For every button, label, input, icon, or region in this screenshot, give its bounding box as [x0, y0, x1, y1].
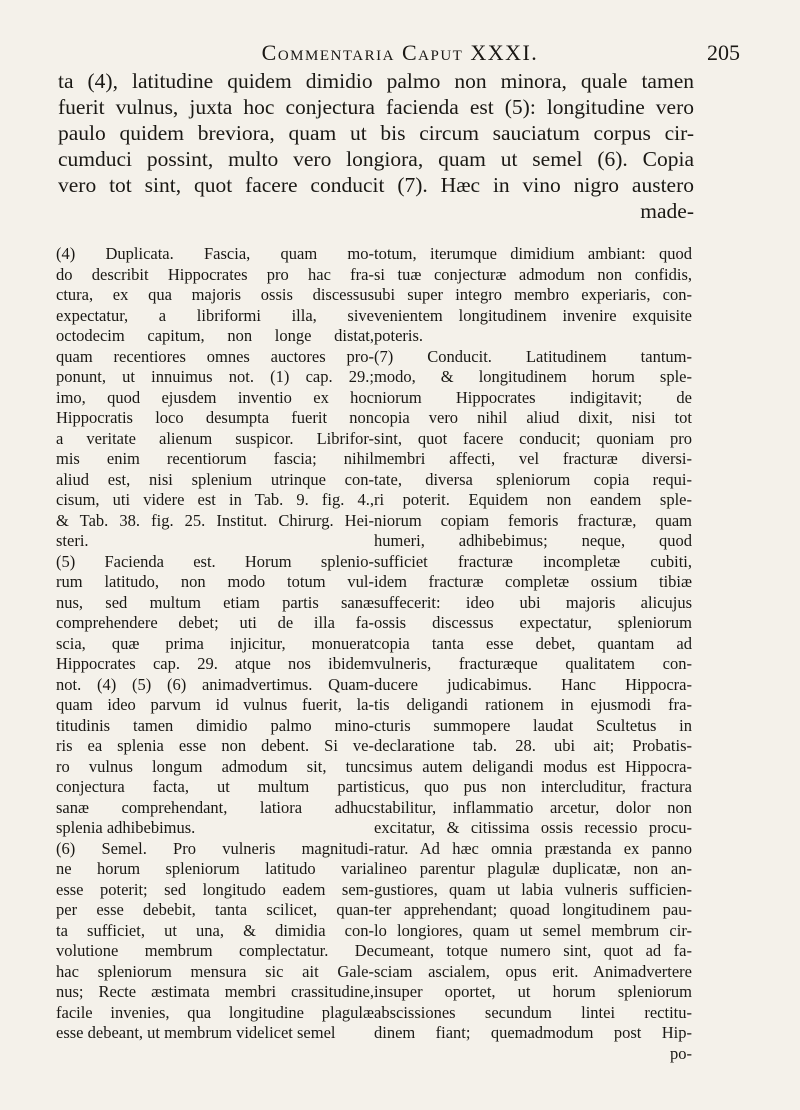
- commentary-line: expectatur, a libriformi illa, sive: [56, 305, 374, 325]
- commentary-line: sint, quot facere conducit; quoniam pro: [374, 428, 692, 448]
- running-head: [60, 40, 740, 70]
- commentary-line: scia, quæ prima injicitur, monuerat: [56, 633, 374, 653]
- commentary-line: ne horum spleniorum latitudo varia: [56, 859, 374, 878]
- commentary-line: ossis discessus expectatur, spleniorum: [374, 613, 692, 632]
- commentary-line: stabilitur, inflammatio arcetur, dolor non: [374, 797, 692, 817]
- commentary-line: ro vulnus longum admodum sit, tunc: [56, 756, 374, 776]
- commentary-line: splenia adhibebimus.: [56, 818, 196, 837]
- commentary-line: (5) Facienda est. Horum splenio-: [56, 551, 374, 571]
- commentary-line: per esse debebit, tanta scilicet, quan-: [56, 900, 374, 919]
- commentary-line: copia vero nihil aliud dixit, nisi tot: [374, 408, 692, 427]
- main-text-line: ta (4), latitudine quidem dimidio palmo non minora, quale tamen: [58, 69, 694, 93]
- commentary-line: & Tab. 38. fig. 25. Institut. Chirurg. Hei-: [56, 510, 374, 530]
- commentary-line: hac spleniorum mensura sic ait Gale-: [56, 961, 374, 981]
- commentary-line: modo, & longitudinem horum sple-: [374, 367, 692, 386]
- commentary-line: niorum Hippocrates indigitavit; de: [374, 387, 692, 407]
- commentary-line: declaratione tab. 28. ubi ait; Probatis-: [374, 736, 692, 755]
- commentary-line: volutione membrum complectatur. De: [56, 941, 374, 960]
- commentary-line: insuper oportet, ut horum spleniorum: [374, 982, 692, 1001]
- commentary-line: (7) Conducit. Latitudinem tantum-: [374, 346, 692, 366]
- commentary-line: not. (4) (5) (6) animadvertimus. Quam-: [56, 674, 374, 694]
- commentary-line: dinem fiant; quemadmodum post Hip-: [374, 1023, 692, 1042]
- commentary-left-column: [56, 244, 374, 1044]
- commentary-line: esse debeant, ut membrum videlicet semel: [56, 1023, 336, 1042]
- commentary-line: cturis summopere laudat Scultetus in: [374, 715, 692, 735]
- commentary-line: imo, quod ejusdem inventio ex hoc: [56, 387, 374, 407]
- commentary-line: comprehendere debet; uti de illa fa-: [56, 613, 374, 632]
- commentary-line: aliud est, nisi splenium utrinque con-: [56, 469, 374, 489]
- commentary-line: tate, diversa spleniorum copia requi-: [374, 469, 692, 489]
- catchword: made-: [640, 199, 694, 223]
- commentary-line: quam ideo parvum id vulnus fuerit, la-: [56, 695, 374, 714]
- commentary-line: steri.: [56, 531, 89, 550]
- commentary-line: Hippocrates cap. 29. atque nos ibidem: [56, 654, 374, 673]
- commentary-line: quam recentiores omnes auctores pro-: [56, 346, 374, 366]
- commentary-line: idem fracturæ completæ ossium tibiæ: [374, 572, 692, 591]
- commentary-line: ter apprehendant; quoad longitudinem pau-: [374, 900, 692, 919]
- commentary-line: cisum, uti videre est in Tab. 9. fig. 4.,: [56, 490, 374, 509]
- commentary-line: simus autem deligandi modus est Hippocra-: [374, 756, 692, 776]
- commentary-line: cumeant, totque numero sint, quot ad fa-: [374, 941, 692, 960]
- catchword: po-: [670, 1043, 692, 1063]
- commentary-line: mis enim recentiorum fascia; nihil: [56, 449, 374, 468]
- commentary-right-column: [374, 244, 692, 1064]
- commentary-line: membri affecti, vel fracturæ diversi-: [374, 449, 692, 468]
- commentary-line: ta sufficiet, ut una, & dimidia con-: [56, 920, 374, 940]
- commentary-line: esse poterit; sed longitudo eadem sem-: [56, 879, 374, 899]
- main-text-line: fuerit vulnus, juxta hoc conjectura facienda est (5): longitudine vero: [58, 95, 694, 119]
- commentary-line: vulneris, fracturæque qualitatem con-: [374, 654, 692, 673]
- commentary-line: gustiores, quam ut labia vulneris sufficien-: [374, 879, 692, 899]
- commentary-line: lineo parentur plagulæ duplicatæ, non an-: [374, 859, 692, 878]
- commentary-line: tis deligandi rationem in ejusmodi fra-: [374, 695, 692, 714]
- commentary-line: facile invenies, qua longitudine plagulæ: [56, 1002, 374, 1022]
- main-text-line: paulo quidem breviora, quam ut bis circum sauciatum corpus cir-: [58, 121, 694, 145]
- commentary-line: ponunt, ut innuimus not. (1) cap. 29.;: [56, 367, 374, 386]
- commentary-line: suffecerit: ideo ubi majoris alicujus: [374, 592, 692, 612]
- commentary-line: ratur. Ad hæc omnia præstanda ex panno: [374, 838, 692, 858]
- commentary-line: venientem longitudinem invenire exquisite: [374, 305, 692, 325]
- commentary-line: si tuæ conjecturæ admodum non confidis,: [374, 264, 692, 284]
- commentary-line: lo longiores, quam ut semel membrum cir-: [374, 920, 692, 940]
- main-text-line: cumduci possint, multo vero longiora, quam ut semel (6). Copia: [58, 147, 694, 171]
- main-text-line: vero tot sint, quot facere conducit (7). Hæc in vino nigro austero: [58, 173, 694, 197]
- commentary-line: copia tanta esse debet, quantam ad: [374, 633, 692, 653]
- commentary-line: niorum copiam femoris fracturæ, quam: [374, 510, 692, 530]
- main-text: [58, 68, 694, 224]
- commentary-line: sciam ascialem, opus erit. Animadvertere: [374, 961, 692, 981]
- commentary-line: ris ea splenia esse non debent. Si ve-: [56, 736, 374, 755]
- commentary-line: ducere judicabimus. Hanc Hippocra-: [374, 674, 692, 694]
- commentary-line: ticus, quo pus non intercluditur, fractura: [374, 777, 692, 796]
- commentary-line: (4) Duplicata. Fascia, quam mo-: [56, 244, 374, 263]
- running-title: Commentaria Caput XXXI.: [261, 40, 539, 65]
- commentary-line: abscissiones secundum lintei rectitu-: [374, 1002, 692, 1022]
- commentary-line: ctura, ex qua majoris ossis discessus: [56, 285, 374, 304]
- commentary-line: humeri, adhibebimus; neque, quod: [374, 531, 692, 550]
- commentary-line: octodecim capitum, non longe distat,: [56, 326, 374, 345]
- commentary-line: sufficiet fracturæ incompletæ cubiti,: [374, 551, 692, 571]
- commentary-line: rum latitudo, non modo totum vul-: [56, 572, 374, 591]
- commentary-line: sanæ comprehendant, latiora adhuc: [56, 797, 374, 817]
- commentary-line: titudinis tamen dimidio palmo mino-: [56, 715, 374, 735]
- commentary-line: do describit Hippocrates pro hac fra-: [56, 264, 374, 284]
- commentary-line: a veritate alienum suspicor. Librifor-: [56, 428, 374, 448]
- commentary-line: poteris.: [374, 326, 424, 345]
- commentary-line: nus; Recte æstimata membri crassitudine,: [56, 982, 374, 1001]
- commentary-line: excitatur, & citissima ossis recessio procu-: [374, 818, 692, 837]
- commentary-line: conjectura facta, ut multum partis: [56, 777, 374, 796]
- page-number: 205: [707, 40, 740, 65]
- commentary-line: (6) Semel. Pro vulneris magnitudi-: [56, 838, 374, 858]
- commentary-line: nus, sed multum etiam partis sanæ: [56, 592, 374, 612]
- commentary-line: Hippocratis loco desumpta fuerit non: [56, 408, 374, 427]
- commentary-line: ri poterit. Equidem non eandem sple-: [374, 490, 692, 509]
- commentary-line: totum, iterumque dimidium ambiant: quod: [374, 244, 692, 263]
- commentary-line: ubi super integro membro experiaris, con-: [374, 285, 692, 304]
